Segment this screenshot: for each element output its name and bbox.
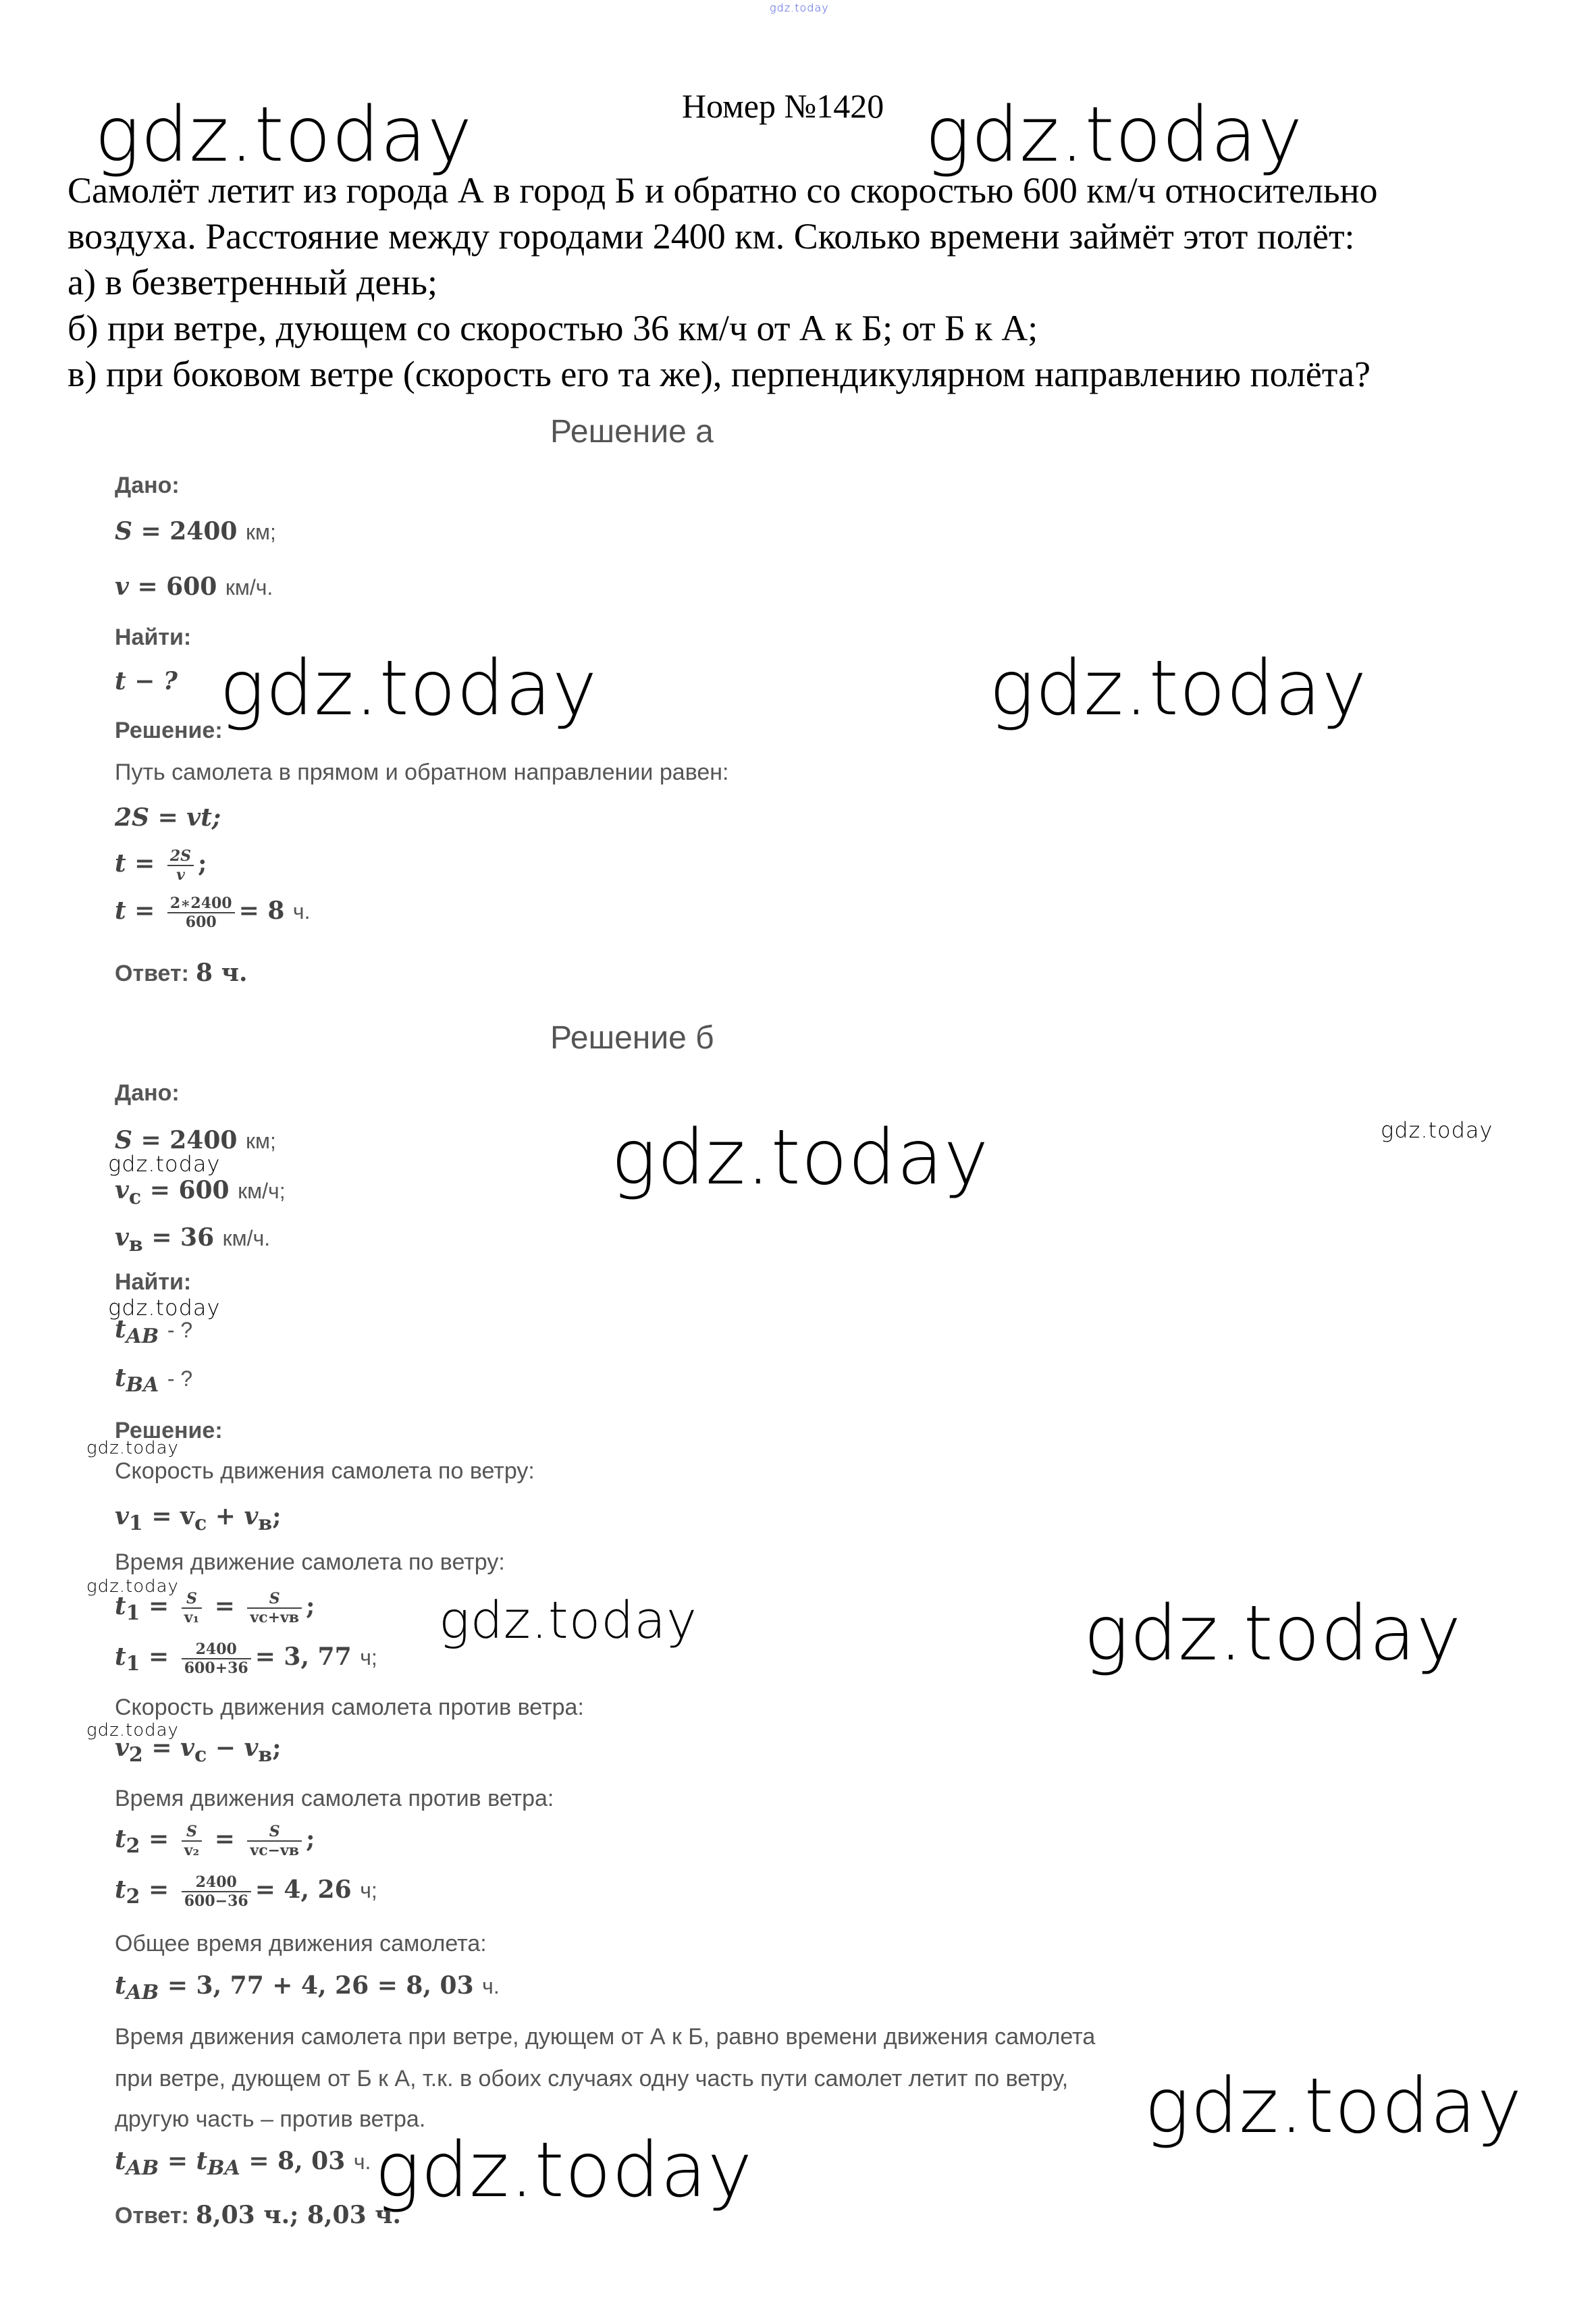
problem-line: а) в безветренный день; <box>68 262 437 302</box>
find-label: Найти: <box>115 1269 192 1295</box>
watermark: gdz.today <box>108 1295 221 1321</box>
watermark: gdz.today <box>1144 2062 1523 2150</box>
equation-t-ab: $t_{AB} = 3$, 77 + 4, 26 = 8, 03 ч. <box>115 1971 500 2005</box>
solution-label: Решение: <box>115 1418 223 1443</box>
watermark: gdz.today <box>439 1590 697 1650</box>
watermark: gdz.today <box>611 1114 990 1202</box>
equation-final: $t_{AB} = t_{BA} = 8$, 03 ч. <box>115 2147 371 2181</box>
given-wind-speed: $v_в = 36$ км/ч. <box>115 1223 271 1257</box>
watermark: gdz.today <box>1381 1117 1493 1143</box>
answer: Ответ: 8,03 ч.; 8,03 ч. <box>115 2201 402 2229</box>
problem-line: б) при ветре, дующем со скоростью 36 км/ч от А к Б; от Б к А; <box>68 308 1038 348</box>
given-label: Дано: <box>115 1080 180 1106</box>
find-t-ba: $t_{BA}$ - ? <box>115 1364 193 1397</box>
watermark: gdz.today <box>95 91 473 179</box>
solution-a-heading: Решение а <box>550 414 714 450</box>
answer: Ответ: 8 ч. <box>115 959 248 987</box>
solution-text: при ветре, дующем от Б к А, т.к. в обоих случаях одну часть пути самолет летит по ветру, <box>115 2066 1069 2091</box>
equation-t1-formula: $t_1$ = $\frac{S}{\text{v₁}}$ = $\frac{S}{vс+vв}$ ; <box>115 1590 315 1626</box>
solution-text: другую часть – против ветра. <box>115 2106 426 2132</box>
watermark: gdz.today <box>86 1576 179 1597</box>
find-label: Найти: <box>115 624 192 650</box>
solution-text: Скорость движения самолета по ветру: <box>115 1458 535 1484</box>
solution-text: Скорость движения самолета против ветра: <box>115 1695 584 1720</box>
watermark: gdz.today <box>925 91 1304 179</box>
equation-v2: $v_2 = v_с - v_в$; <box>115 1734 282 1767</box>
given-distance: S = 2400 км; <box>115 1126 276 1154</box>
equation-t2-value: $t_2$ = $\frac{2400}{600-36}$ = 4, 26 ч; <box>115 1873 377 1910</box>
watermark: gdz.today <box>1084 1590 1462 1678</box>
watermark: gdz.today <box>86 1720 179 1740</box>
equation-v1: $v_1 = v_с + v_в$; <box>115 1502 282 1536</box>
problem-line: Самолёт летит из города А в город Б и обратно со скоростью 600 км/ч относительно <box>68 170 1378 211</box>
equation-t2-formula: $t_2$ = $\frac{S}{\text{v₂}}$ = $\frac{S}{vс-vв}$ ; <box>115 1823 315 1859</box>
problem-line: в) при боковом ветре (скорость его та же), перпендикулярном направлению полёта? <box>68 354 1371 394</box>
watermark: gdz.today <box>108 1151 221 1177</box>
find-t-ab: $t_{AB}$ - ? <box>115 1315 193 1349</box>
watermark-micro: gdz.today <box>770 1 829 14</box>
given-speed: v = 600 км/ч. <box>115 572 273 601</box>
solution-text: Путь самолета в прямом и обратном направлении равен: <box>115 759 729 785</box>
given-plane-speed: $v_с = 600$ км/ч; <box>115 1176 286 1210</box>
equation-time-formula: t = $\frac{2S}{v}$ ; <box>115 847 207 884</box>
equation-path: 2S = vt; <box>115 803 221 832</box>
given-label: Дано: <box>115 473 180 498</box>
solution-b-heading: Решение б <box>550 1020 714 1056</box>
equation-time-value: t = $\frac{2∗2400}{600}$ = 8 ч. <box>115 895 311 931</box>
solution-text: Общее время движения самолета: <box>115 1931 487 1956</box>
problem-statement <box>68 167 1377 397</box>
solution-label: Решение: <box>115 718 223 743</box>
problem-line: воздуха. Расстояние между городами 2400 км. Сколько времени займёт этот полёт: <box>68 216 1355 257</box>
solution-text: Время движения самолета при ветре, дующем от А к Б, равно времени движения самолета <box>115 2024 1096 2050</box>
equation-t1-value: $t_1$ = $\frac{2400}{600+36}$ = 3, 77 ч; <box>115 1641 377 1677</box>
problem-number-title: Номер №1420 <box>682 87 884 125</box>
solution-text: Время движение самолета по ветру: <box>115 1549 505 1575</box>
solution-text: Время движения самолета против ветра: <box>115 1786 554 1811</box>
watermark: gdz.today <box>375 2127 753 2214</box>
given-distance: S = 2400 км; <box>115 517 276 545</box>
find-time: t − ? <box>115 667 178 695</box>
watermark: gdz.today <box>989 645 1368 732</box>
watermark: gdz.today <box>219 645 598 732</box>
watermark: gdz.today <box>86 1438 179 1458</box>
